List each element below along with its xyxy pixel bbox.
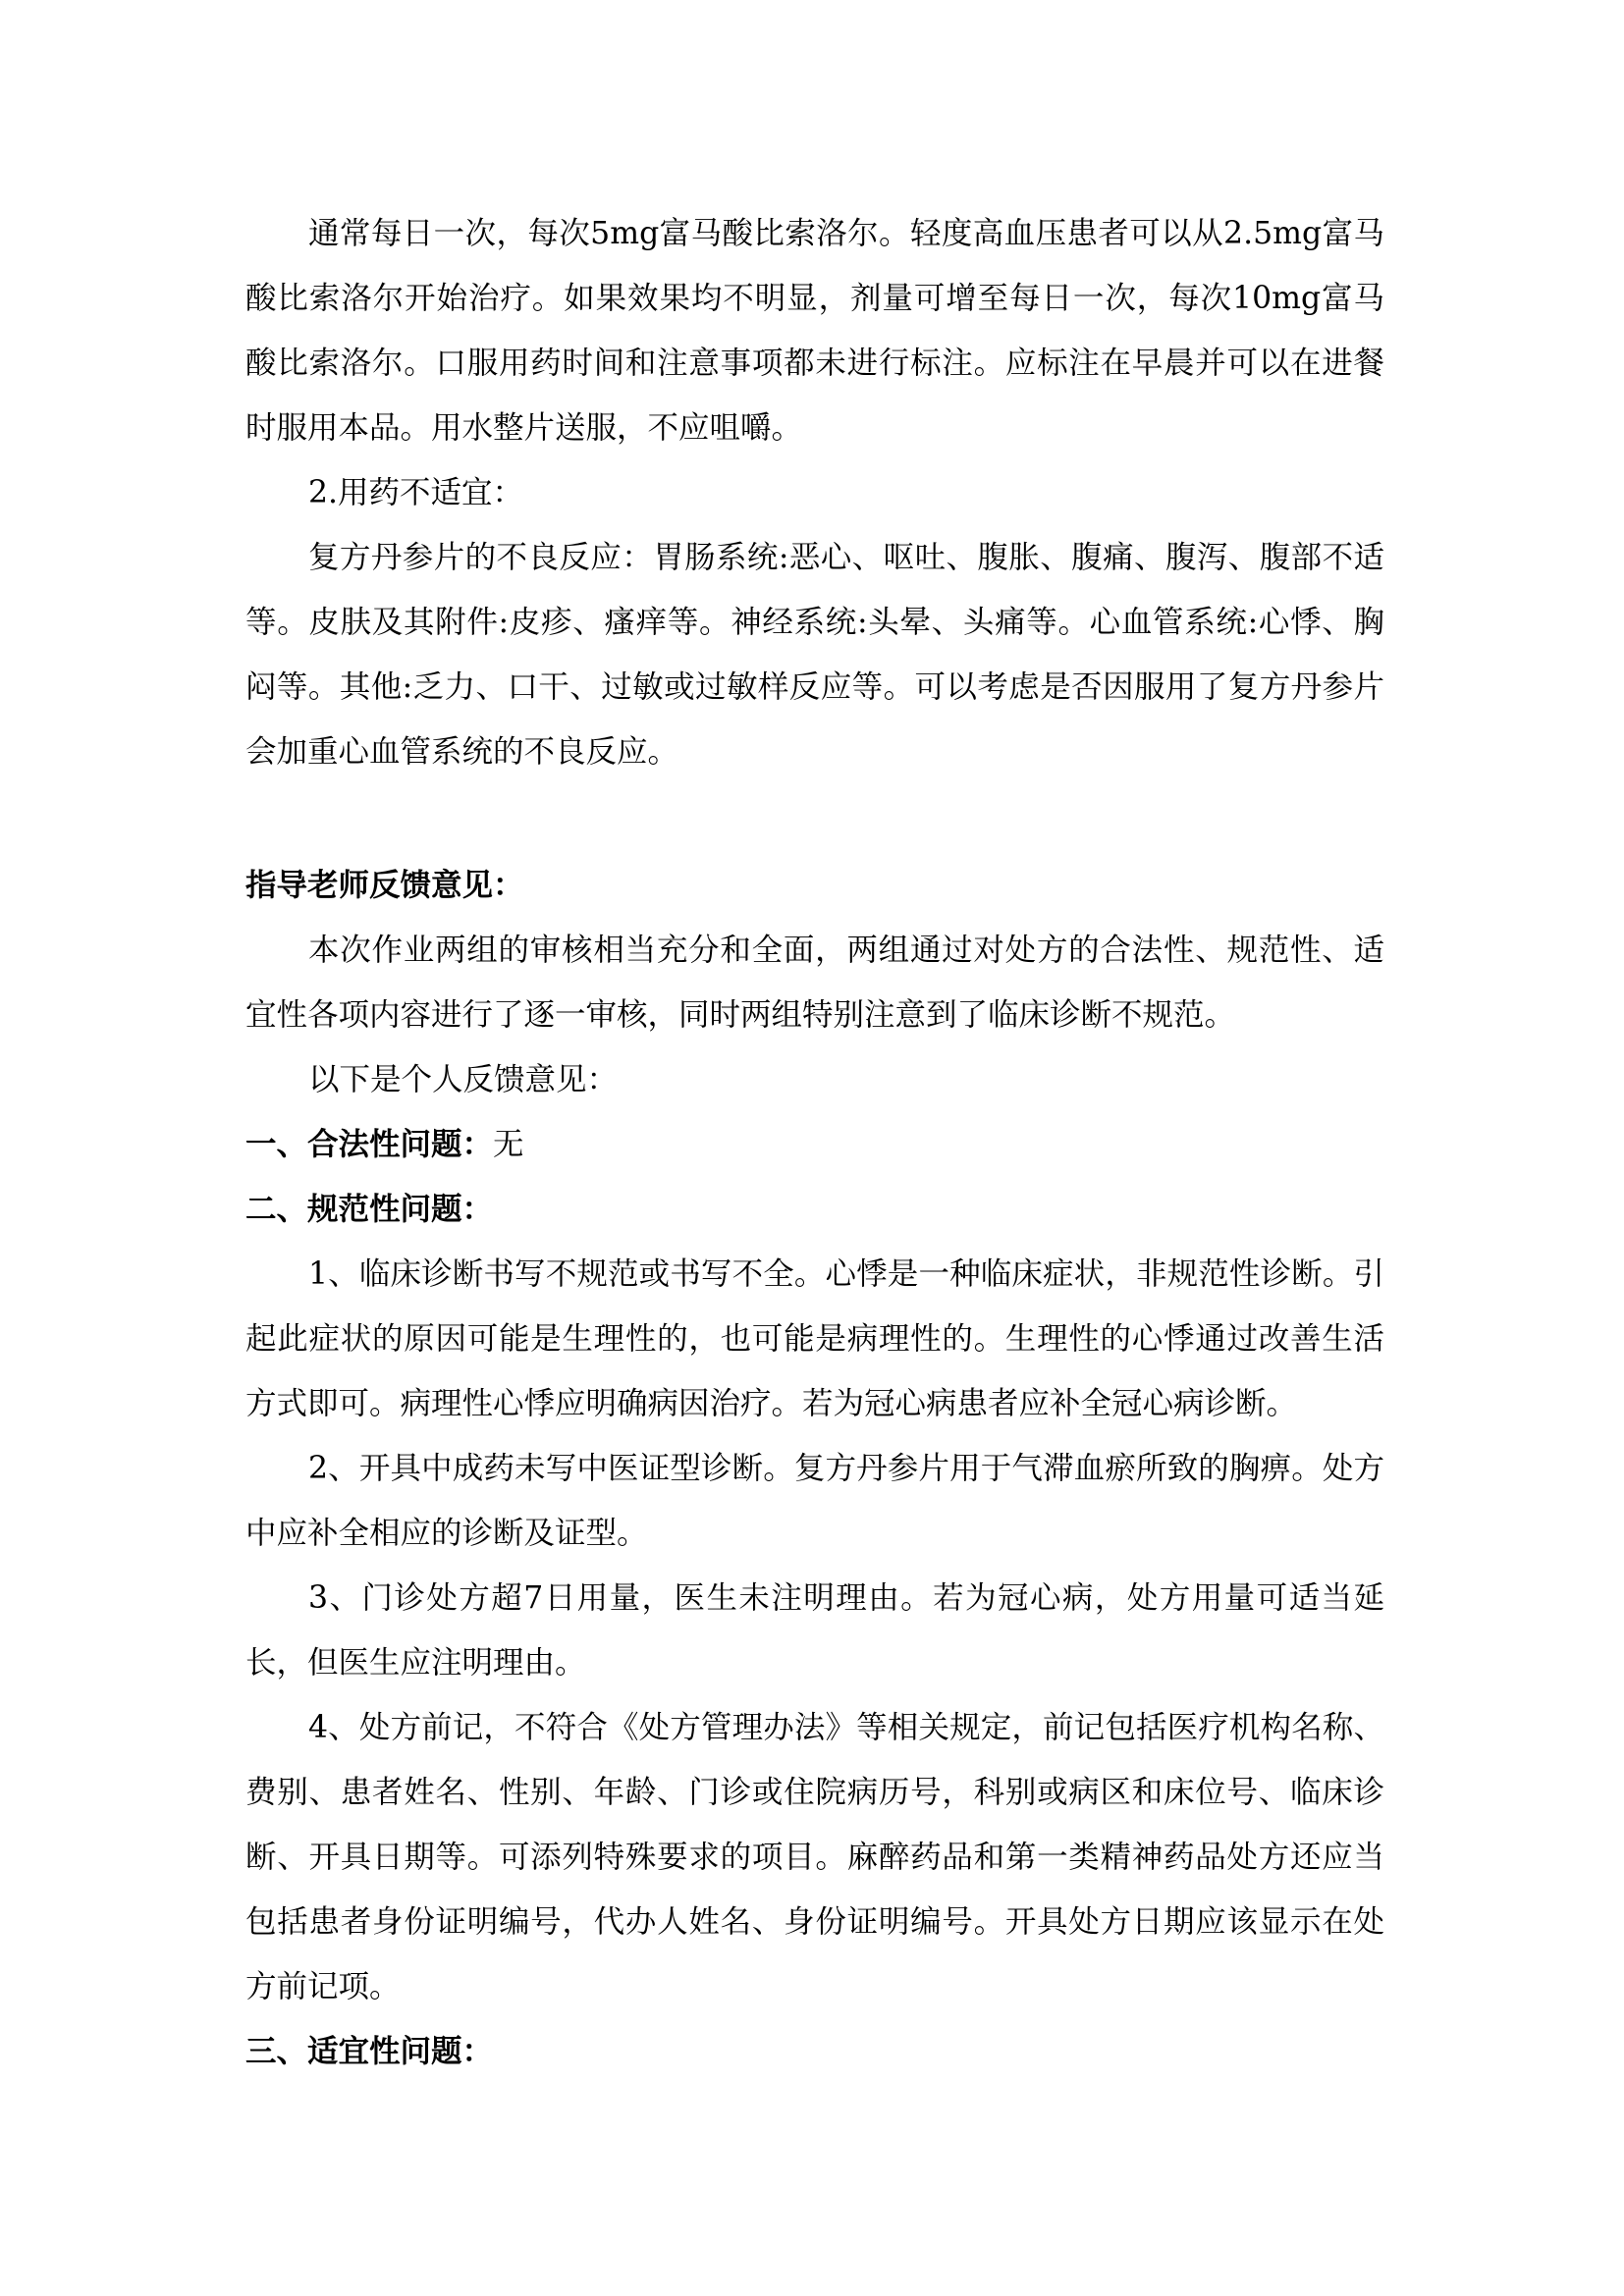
standard-item: 4、处方前记，不符合《处方管理办法》等相关规定，前记包括医疗机构名称、费别、患者姓名、性别、年龄、门诊或住院病历号，科别或病区和床位号、临床诊断、开具日期等。可添列特殊要求的项目。麻醉药品和第一类精神药品处方还应当包括患者身份证明编号，代办人姓名、身份证明编号。开具处方日期应该显示在处方前记项。 <box>245 1710 1384 2004</box>
standard-item: 2、开具中成药未写中医证型诊断。复方丹参片用于气滞血瘀所致的胸痹。处方中应补全相应的诊断及证型。 <box>245 1451 1384 1551</box>
legality-heading-label: 一、合法性问题： <box>245 1127 494 1162</box>
standard-item: 1、临床诊断书写不规范或书写不全。心悸是一种临床症状，非规范性诊断。引起此症状的原因可能是生理性的，也可能是病理性的。生理性的心悸通过改善生活方式即可。病理性心悸应明确病因治疗。若为冠心病患者应补全冠心病诊断。 <box>245 1256 1384 1421</box>
spacer <box>245 784 1384 853</box>
legality-value: 无 <box>493 1127 524 1162</box>
feedback-summary: 本次作业两组的审核相当充分和全面，两组通过对处方的合法性、规范性、适宜性各项内容进行了逐一审核，同时两组特别注意到了临床诊断不规范。 <box>245 933 1384 1033</box>
document-page <box>245 201 1384 2084</box>
suitability-heading: 三、适宜性问题： <box>245 2034 494 2069</box>
adverse-reactions-paragraph: 复方丹参片的不良反应：胃肠系统:恶心、呕吐、腹胀、腹痛、腹泻、腹部不适等。皮肤及其附件:皮疹、瘙痒等。神经系统:头晕、头痛等。心血管系统:心悸、胸闷等。其他:乏力、口干、过敏或过敏样反应等。可以考虑是否因服用了复方丹参片会加重心血管系统的不良反应。 <box>245 540 1384 770</box>
standard-item: 3、门诊处方超7日用量，医生未注明理由。若为冠心病，处方用量可适当延长，但医生应注明理由。 <box>245 1580 1384 1681</box>
personal-feedback-intro: 以下是个人反馈意见： <box>308 1062 619 1097</box>
standard-heading: 二、规范性问题： <box>245 1192 494 1227</box>
legality-heading <box>245 1112 1384 1177</box>
section-inappropriate-medication: 2.用药不适宜： <box>308 475 524 510</box>
dosage-paragraph: 通常每日一次，每次5mg富马酸比索洛尔。轻度高血压患者可以从2.5mg富马酸比索洛尔开始治疗。如果效果均不明显，剂量可增至每日一次，每次10mg富马酸比索洛尔。口服用药时间和注意事项都未进行标注。应标注在早晨并可以在进餐时服用本品。用水整片送服，不应咀嚼。 <box>245 216 1384 446</box>
feedback-heading: 指导老师反馈意见： <box>245 868 524 903</box>
